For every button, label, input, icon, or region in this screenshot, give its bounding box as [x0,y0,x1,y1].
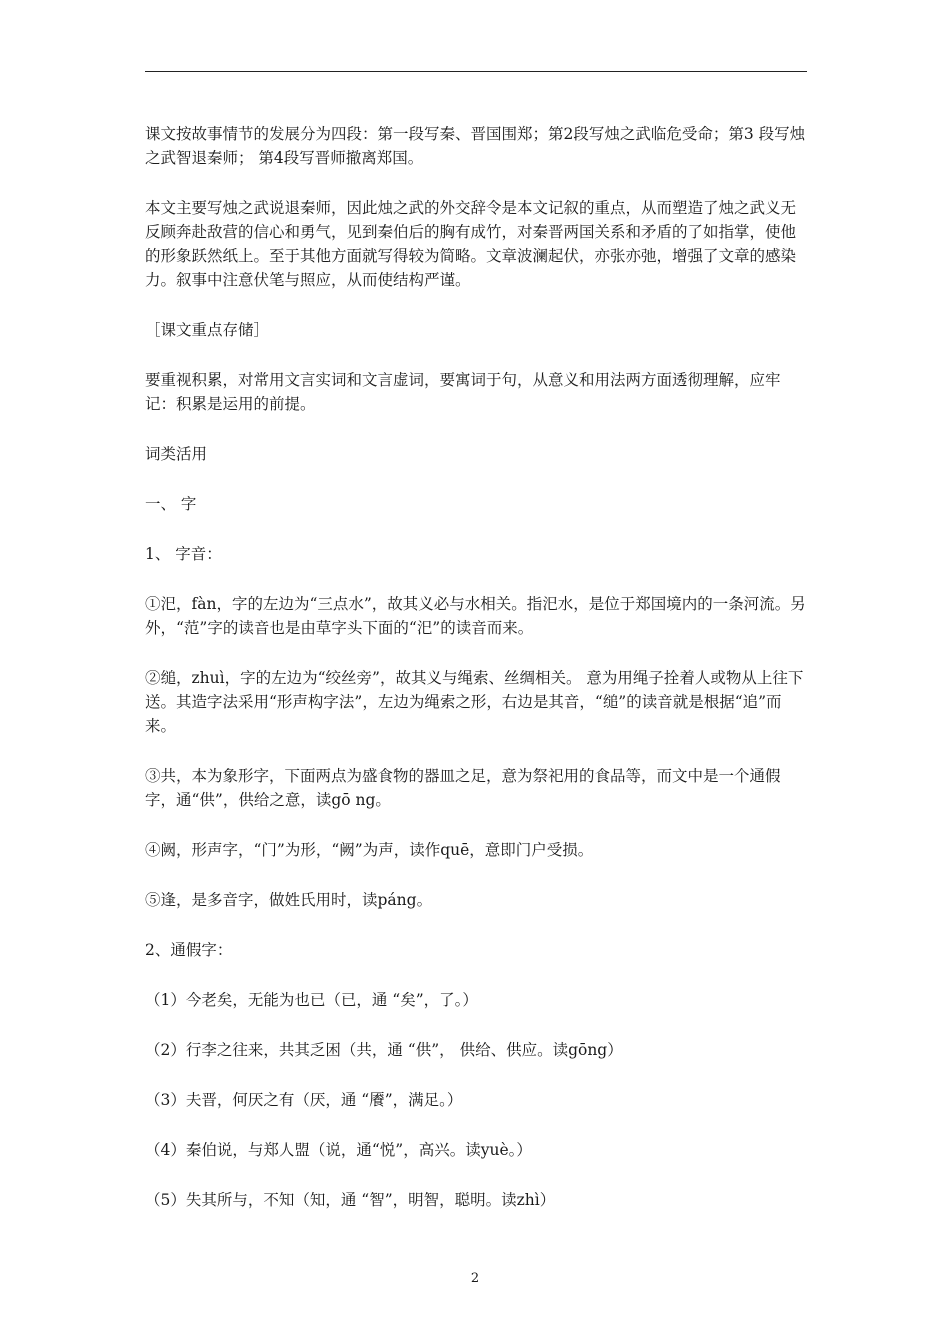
heading-word-class: 词类活用 [145,445,208,463]
item-fan: ①汜，fàn，字的左边为“三点水”，故其义必与水相关。指汜水，是位于郑国境内的一条河流。另外，“范”字的读音也是由草字头下面的“汜”的读音而来。 [145,595,806,637]
header-rule [145,71,807,72]
tongjiazi-item-1: （1）今老矣，无能为也已（已，通 “矣”，了。） [145,991,478,1009]
heading-pronunciation: 1、 字音： [145,545,222,563]
section-heading-key-points: ［课文重点存储］ [145,321,270,339]
heading-tongjiazi: 2、通假字： [145,941,233,959]
document-body [145,122,810,1238]
item-gong: ③共，本为象形字，下面两点为盛食物的器皿之足，意为祭祀用的食品等，而文中是一个通假字，通“供”，供给之意，读gō ng。 [145,767,781,809]
tongjiazi-item-4: （4）秦伯说，与郑人盟（说，通“悦”，高兴。读yuè。） [145,1141,532,1159]
paragraph-sections: 课文按故事情节的发展分为四段：第一段写秦、晋国围郑；第2段写烛之武临危受命；第3 段写烛之武智退秦师； 第4段写晋师撤离郑国。 [145,125,806,167]
paragraph-accumulation: 要重视积累，对常用文言实词和文言虚词，要寓词于句，从意义和用法两方面透彻理解，应牢记：积累是运用的前提。 [145,371,781,413]
page-number: 2 [470,1271,480,1286]
item-pang: ⑤逢，是多音字，做姓氏用时，读páng。 [145,891,433,909]
item-que: ④阙，形声字，“门”为形，“阙”为声，读作quē，意即门户受损。 [145,841,594,859]
item-zhui: ②缒，zhuì，字的左边为“绞丝旁”，故其义与绳索、丝绸相关。 意为用绳子拴着人或物从上往下送。其造字法采用“形声构字法”，左边为绳索之形，右边是其音，“缒”的读音就是根据“追”而来。 [145,669,804,735]
heading-characters: 一、 字 [145,495,197,513]
paragraph-summary: 本文主要写烛之武说退秦师，因此烛之武的外交辞令是本文记叙的重点，从而塑造了烛之武义无反顾奔赴敌营的信心和勇气，见到秦伯后的胸有成竹，对秦晋两国关系和矛盾的了如指掌，使他的形象跃然纸上。至于其他方面就写得较为简略。文章波澜起伏，亦张亦弛，增强了文章的感染力。叙事中注意伏笔与照应，从而使结构严谨。 [145,199,797,289]
tongjiazi-item-3: （3）夫晋，何厌之有（厌，通 “餍”，满足。） [145,1091,463,1109]
tongjiazi-item-2: （2）行李之往来，共其乏困（共，通 “供”， 供给、供应。读gōng） [145,1041,623,1059]
tongjiazi-item-5: （5）失其所与，不知（知，通 “智”，明智，聪明。读zhì） [145,1191,556,1209]
